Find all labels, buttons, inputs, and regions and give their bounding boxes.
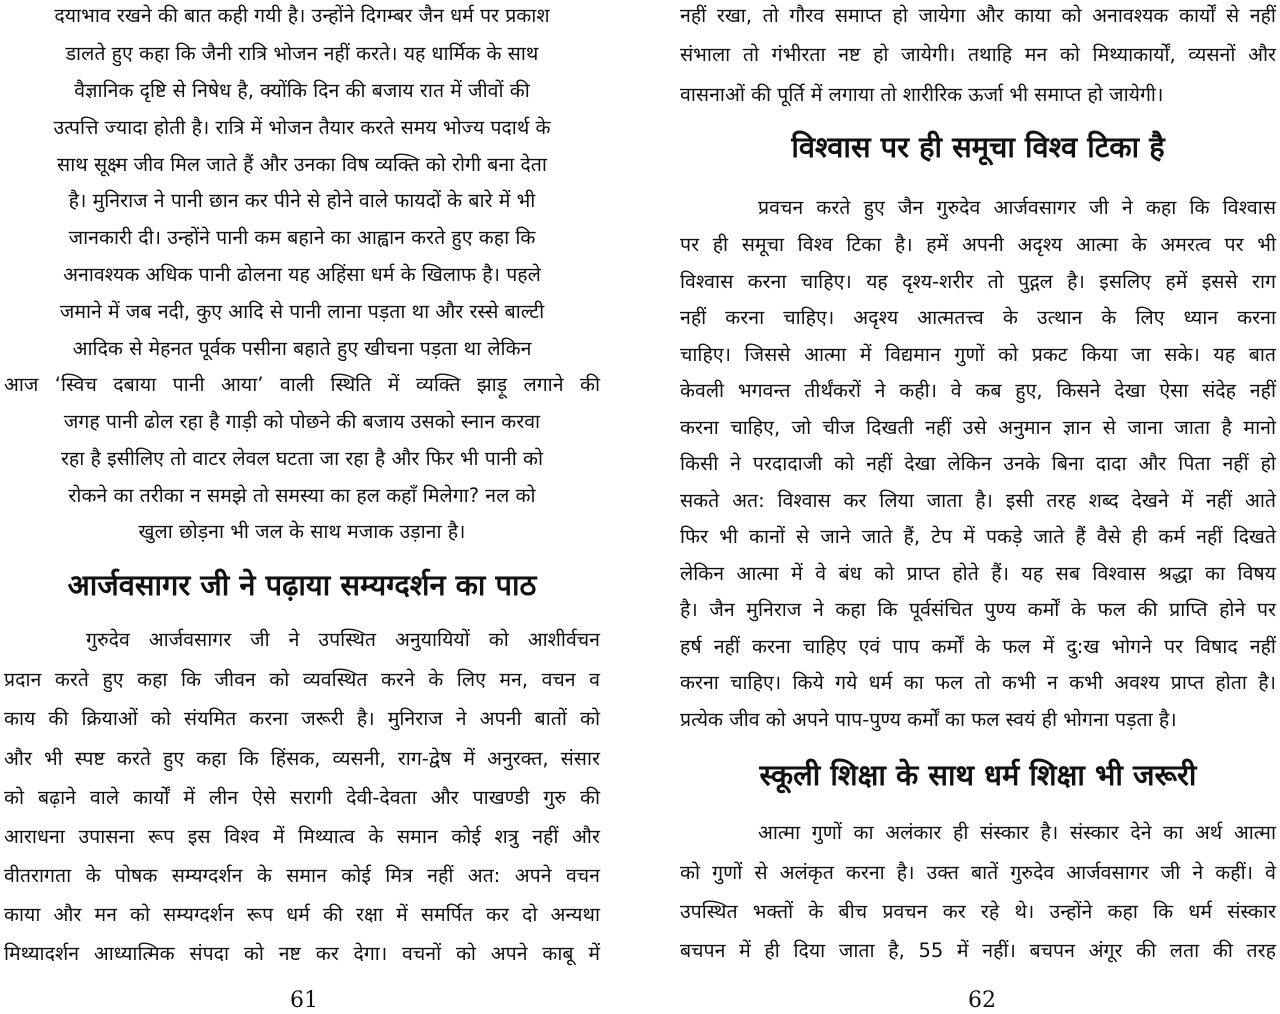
left-text-line: खुला छोड़ना भी जल के साथ मजाक उड़ाना है।: [138, 520, 466, 543]
right-text-line: हर्ष नहीं करना चाहिए एवं पाप कर्मों के फल में दु:ख भोगने पर विषाद नहीं: [680, 635, 1276, 658]
left-text-line: गुरुदेव आर्जवसागर जी ने उपस्थित अनुयायियों को आशीर्वचन: [86, 628, 600, 651]
left-text-line: जगह पानी ढोल रहा है गाड़ी को पोछने की बजाय उसको स्नान करवा: [63, 410, 541, 433]
left-text-line: अनावश्यक अधिक पानी ढोलना यह अहिंसा धर्म के खिलाफ है। पहले: [63, 263, 541, 286]
left-text-line: है। मुनिराज ने पानी छान कर पीने से होने वाले फायदों के बारे में भी: [68, 189, 536, 212]
right-text-line: वासनाओं की पूर्ति में लगाया तो शारीरिक ऊर्जा भी समाप्त हो जायेगी।: [680, 83, 1164, 106]
right-text-line: करना चाहिए। किये गये धर्म का फल तो कभी न कभी अवश्य प्राप्त होता है।: [680, 671, 1276, 694]
left-text-line: साथ सूक्ष्म जीव मिल जाते हैं और उनका विष व्यक्ति को रोगी बना देता: [57, 153, 547, 176]
left-text-line: आदिक से मेहनत पूर्वक पसीना बहाते हुए खीचना पड़ता था लेकिन: [72, 337, 532, 360]
left-text-line: वीतरागता के पोषक सम्यग्दर्शन के समान कोई मित्र नहीं अत: अपने वचन: [4, 864, 600, 887]
left-text-line: रोकने का तरीका न समझे तो समस्या का हल कहाँ मिलेगा? नल को: [68, 484, 536, 507]
right-text-line: चाहिए। जिससे आत्मा में विद्यमान गुणों को प्रकट किया जा सके। यह बात: [680, 343, 1276, 366]
right-text-line: करना चाहिए, जो चीज दिखती नहीं उसे अनुमान ज्ञान से जाना जाता है मानो: [680, 416, 1276, 439]
left-text-line: डालते हुए कहा कि जैनी रात्रि भोजन नहीं करते। यह धार्मिक के साथ: [65, 42, 539, 65]
right-text-line: को गुणों से अलंकृत करना है। उक्त बातें गुरुदेव आर्जवसागर जी ने कहीं। वे: [680, 861, 1276, 884]
left-text-line: प्रदान करते हुए कहा कि जीवन को व्यवस्थित करने के लिए मन, वचन व: [4, 668, 600, 691]
left-page: [4, 0, 600, 1013]
left-text-line: वैज्ञानिक दृष्टि से निषेध है, क्योंकि दिन की बजाय रात में जीवों की: [74, 79, 530, 102]
right-text-line: लेकिन आत्मा में वे बंध को प्राप्त होते हैं। यह सब विश्वास श्रद्धा का विषय: [680, 562, 1276, 585]
right-text-line: प्रत्येक जीव को अपने पाप-पुण्य कर्मों का फल स्वयं ही भोगना पड़ता है।: [680, 708, 1177, 731]
right-text-line: फिर भी कानों से जाने जाते हैं, टेप में पकड़े जाते हैं वैसे ही कर्म नहीं दिखते: [680, 525, 1276, 548]
right-text-line: संभाला तो गंभीरता नष्ट हो जायेगी। तथाहि मन को मिथ्याकार्यों, व्यसनों और: [680, 43, 1276, 66]
left-text-line: जमाने में जब नदी, कुए आदि से पानी लाना पड़ता था और रस्से बाल्टी: [59, 300, 545, 323]
right-text-line: पर ही समूचा विश्व टिका है। हमें अपनी अदृश्य आत्मा के अमरत्व पर भी: [680, 233, 1276, 256]
left-text-line: दयाभाव रखने की बात कही गयी है। उन्होंने दिगम्बर जैन धर्म पर प्रकाश: [54, 4, 550, 27]
right-text-line: उपस्थित भक्तों के बीच प्रवचन कर रहे थे। उन्होंने कहा कि धर्म संस्कार: [680, 900, 1276, 923]
left-text-line: को बढ़ाने वाले कार्यों में लीन ऐसे सरागी देवी-देवता और पाखण्डी गुरु की: [4, 786, 600, 809]
right-text-line: है। जैन मुनिराज ने कहा कि पूर्वसंचित पुण्य कर्मों के फल की प्राप्ति होने पर: [680, 598, 1276, 621]
right-page: [680, 0, 1276, 1013]
left-text-line: और भी स्पष्ट करते हुए कहा कि हिंसक, व्यसनी, राग-द्वेष में अनुरक्त, संसार: [4, 747, 600, 770]
page-number: 62: [968, 988, 996, 1013]
left-text-line: उत्पत्ति ज्यादा होती है। रात्रि में भोजन तैयार करते समय भोज्य पदार्थ के: [53, 116, 551, 139]
page-number: 61: [290, 988, 318, 1013]
right-text-line: नहीं रखा, तो गौरव समाप्त हो जायेगा और काया को अनावश्यक कार्यों से नहीं: [680, 4, 1276, 27]
left-text-line: काया और मन को सम्यग्दर्शन रूप धर्म की रक्षा में समर्पित कर दो अन्यथा: [4, 903, 600, 926]
left-text-line: आज ‘स्विच दबाया पानी आया’ वाली स्थिति में व्यक्ति झाड़ू लगाने की: [4, 373, 600, 396]
right-text-line: प्रवचन करते हुए जैन गुरुदेव आर्जवसागर जी ने कहा कि विश्वास: [758, 196, 1276, 219]
section-heading: स्कूली शिक्षा के साथ धर्म शिक्षा भी जरूरी: [759, 758, 1197, 792]
right-text-line: नहीं करना चाहिए। अदृश्य आत्मतत्त्व के उत्थान के लिए ध्यान करना: [680, 306, 1276, 329]
right-text-line: बचपन में ही दिया जाता है, 55 में नहीं। बचपन अंगूर की लता की तरह: [680, 939, 1276, 962]
left-text-line: जानकारी दी। उन्होंने पानी कम बहाने का आह्वान करते हुए कहा कि: [68, 226, 536, 249]
left-text-line: रहा है इसीलिए तो वाटर लेवल घटता जा रहा है और फिर भी पानी को: [60, 447, 544, 470]
right-text-line: आत्मा गुणों का अलंकार ही संस्कार है। संस्कार देने का अर्थ आत्मा: [758, 821, 1276, 844]
left-text-line: काय की क्रियाओं को संयमित करना जरूरी है। मुनिराज ने अपनी बातों को: [4, 707, 600, 730]
left-text-line: मिथ्यादर्शन आध्यात्मिक संपदा को नष्ट कर देगा। वचनों को अपने काबू में: [4, 942, 600, 965]
right-text-line: किसी ने परदादाजी को नहीं देखा लेकिन उनके बिना दादा और पिता नहीं हो: [680, 452, 1276, 475]
left-text-line: आराधना उपासना रूप इस विश्व में मिथ्यात्व के समान कोई शत्रु नहीं और: [4, 825, 600, 848]
right-text-line: सकते अत: विश्वास कर लिया जाता है। इसी तरह शब्द देखने में नहीं आते: [680, 489, 1277, 512]
section-heading: आर्जवसागर जी ने पढ़ाया सम्यग्दर्शन का पाठ: [67, 568, 537, 602]
right-text-line: विश्वास करना चाहिए। यह दृश्य-शरीर तो पुद्गल है। इसलिए हमें इससे राग: [680, 270, 1276, 293]
section-heading: विश्वास पर ही समूचा विश्व टिका है: [791, 130, 1165, 164]
right-text-line: केवली भगवन्त तीर्थंकरों ने कही। वे कब हुए, किसने देखा ऐसा संदेह नहीं: [680, 379, 1276, 402]
